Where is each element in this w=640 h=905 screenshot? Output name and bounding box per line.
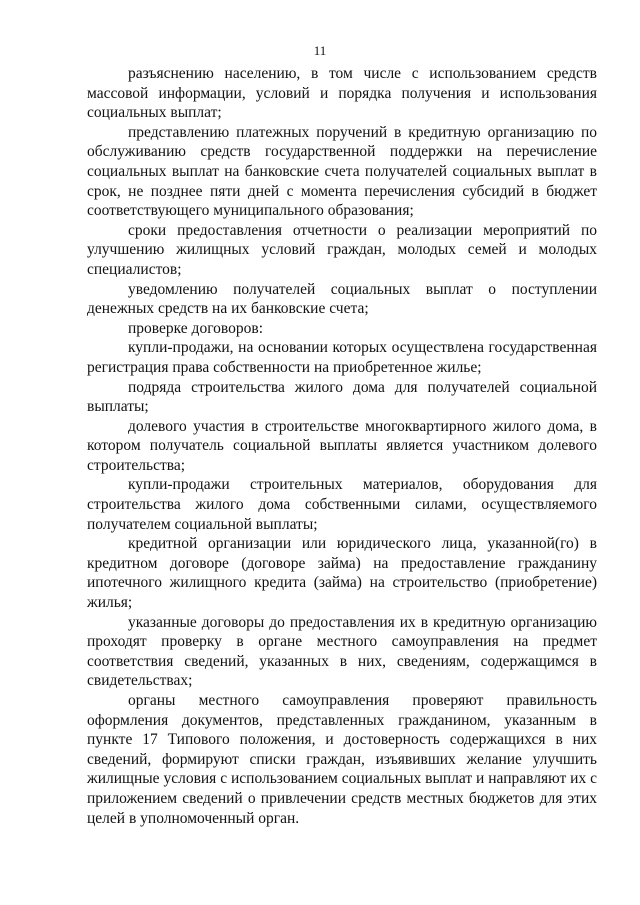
paragraph: сроки предоставления отчетности о реализации мероприятий по улучшению жилищных условий граждан, молодых семей и молодых специалистов; bbox=[87, 221, 597, 278]
paragraph: купли-продажи строительных материалов, оборудования для строительства жилого дома собственными силами, осуществляемого получателем социальной выплаты; bbox=[87, 476, 597, 533]
paragraph: долевого участия в строительстве многоквартирного жилого дома, в котором получатель социальной выплаты является участником долевого строительства; bbox=[87, 417, 597, 474]
paragraph: разъяснению населению, в том числе с использованием средств массовой информации, условий и порядка получения и использования социальных выплат; bbox=[87, 65, 597, 122]
paragraph: представлению платежных поручений в кредитную организацию по обслуживанию средств государственной поддержки на перечисление социальных выплат на банковские счета получателей социальных выплат в срок, не позднее пяти дней с момента перечисления субсидий в бюджет соответствующего муниципального образования; bbox=[87, 123, 597, 220]
document-body bbox=[87, 64, 597, 828]
paragraph: проверке договоров: bbox=[128, 319, 263, 337]
paragraph: подряда строительства жилого дома для получателей социальной выплаты; bbox=[87, 378, 597, 416]
paragraph: указанные договоры до предоставления их в кредитную организацию проходят проверку в органе местного самоуправления на предмет соответствия сведений, указанных в них, сведениям, содержащимся в свидетельствах; bbox=[87, 613, 597, 690]
page-number: 11 bbox=[313, 43, 327, 58]
paragraph: купли-продажи, на основании которых осуществлена государственная регистрация права собственности на приобретенное жилье; bbox=[87, 339, 597, 376]
paragraph: кредитной организации или юридического лица, указанной(го) в кредитном договоре (договоре займа) на предоставление гражданину ипотечного жилищного кредита (займа) на строительство (приобретение) жилья; bbox=[87, 535, 597, 612]
paragraph: органы местного самоуправления проверяют правильность оформления документов, представленных гражданином, указанным в пункте 17 Типового положения, и достоверность содержащихся в них сведений, формируют списки граждан, изъявивших желание улучшить жилищные условия с использованием социальных выплат и направляют их с приложением сведений о привлечении средств местных бюджетов для этих целей в уполномоченный орган. bbox=[87, 692, 597, 827]
paragraph: уведомлению получателей социальных выплат о поступлении денежных средств на их банковские счета; bbox=[87, 280, 597, 318]
